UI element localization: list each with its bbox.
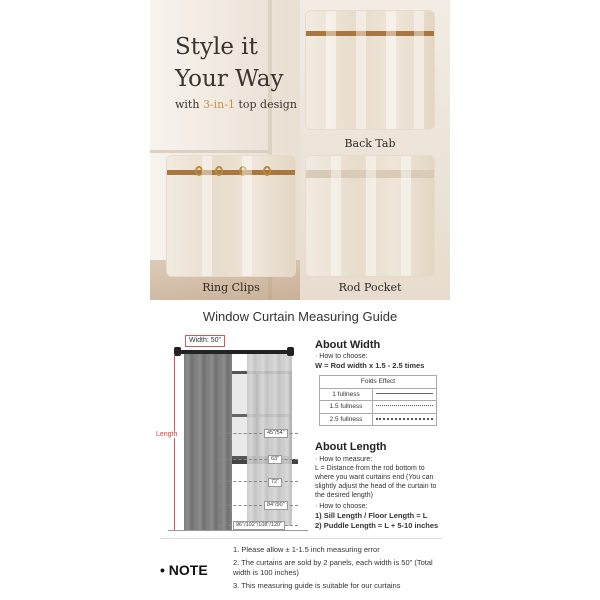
note-list [233,545,433,594]
length-mark: 63" [268,455,282,464]
subtitle-prefix: with [175,98,203,111]
length-line [174,354,175,530]
note-item: 2. The curtains are sold by 2 panels, each width is 50" (Total width is 100 inches) [233,558,433,577]
curtain-fold [242,156,252,276]
ring-clips-photo [166,155,296,277]
length-option-2: 2) Puddle Length = L + 5-10 inches [315,521,439,530]
table-header: Folds Effect [320,376,437,389]
curtain-fold [326,11,336,129]
width-how-to-choose: · How to choose: [315,353,368,360]
length-how-to-choose: · How to choose: [315,503,368,510]
folds-effect-table [319,375,437,426]
length-mark: 45"/54" [264,429,288,438]
subtitle-accent: 3-in-1 [202,98,235,111]
curtain-fold [366,156,376,276]
curtain-fold [401,156,411,276]
promo-title-line2: Your Way [175,66,284,92]
promo-subtitle [175,98,297,111]
caption-ring-clips: Ring Clips [202,281,260,294]
caption-back-tab: Back Tab [344,137,396,150]
fold-wave-icon [373,413,437,426]
table-row [320,388,437,401]
width-label: Width: 50" [185,335,225,347]
promo-title-line1: Style it [175,34,258,60]
length-option-1: 1) Sill Length / Floor Length = L [315,511,428,520]
divider [160,538,442,539]
width-formula: W = Rod width x 1.5 - 2.5 times [315,361,425,370]
curtain-fold [414,11,424,129]
note-item: 3. This measuring guide is suitable for our curtains [233,581,401,590]
length-definition: L = Distance from the rod bottom to where you want curtains end (You can slightly adjust the head of the curtain to the desired length) [315,465,437,499]
curtain-fold [202,156,212,276]
product-collage [150,0,450,300]
rod-pocket-photo [305,155,435,277]
guide-title: Window Curtain Measuring Guide [202,309,398,324]
fold-wave-icon [373,401,437,414]
measuring-diagram [156,335,310,535]
curtain-fold [386,11,396,129]
length-mark-line [218,481,298,482]
length-mark: 72" [268,478,282,487]
window-frame [150,150,270,153]
floor-line [168,530,308,531]
about-length-title: About Length [315,441,387,453]
note-item: 1. Please allow ± 1-1.5 inch measuring error [233,545,380,554]
dark-curtain-panel [184,354,232,530]
rod-finial [174,347,181,356]
curtain-fold [356,11,366,129]
table-row [320,401,437,414]
curtain-fold [331,156,341,276]
back-tab-photo [305,10,435,130]
caption-rod-pocket: Rod Pocket [338,281,402,294]
curtain-rod [178,350,290,354]
length-how-to-measure: · How to measure: [315,456,373,463]
curtain-rod [167,170,295,175]
fullness-label: 1.5 fullness [320,401,373,414]
subtitle-suffix: top design [234,98,297,111]
fullness-label: 2.5 fullness [320,413,373,426]
length-mark: 96"/102"/108"/120" [233,521,285,530]
rod-finial [287,347,294,356]
fullness-label: 1 fullness [320,388,373,401]
length-mark-line [218,459,298,460]
note-label: • NOTE [160,562,208,578]
length-label: Length [156,431,178,438]
fold-wave-icon [373,388,437,401]
ring-clip-icon [263,166,271,176]
about-width-title: About Width [315,339,381,351]
table-row [320,413,437,426]
ring-clip-icon [215,166,223,176]
length-mark: 84"/90" [264,501,288,510]
